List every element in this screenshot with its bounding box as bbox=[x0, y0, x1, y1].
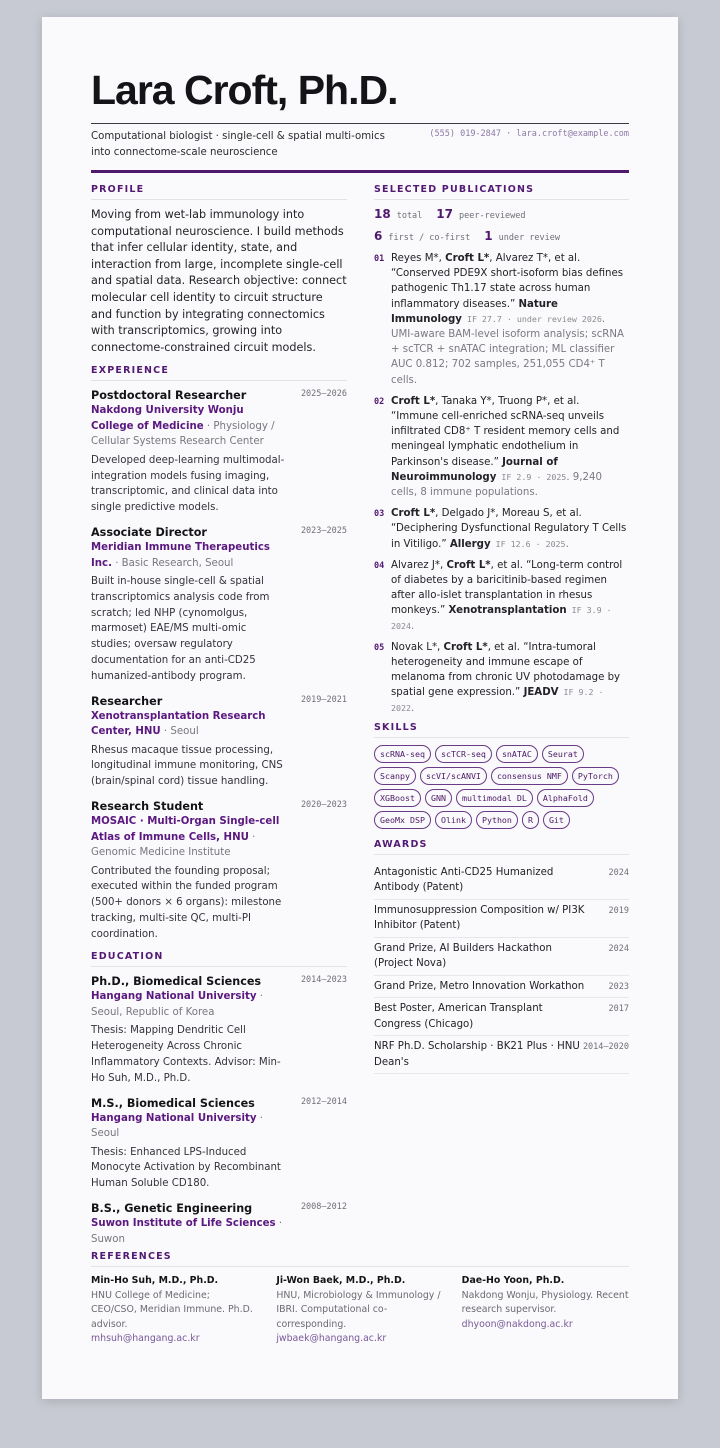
stat-first-label: first / co-first bbox=[388, 233, 471, 243]
publication-item bbox=[374, 506, 629, 552]
education-org-line bbox=[91, 1111, 287, 1142]
publication-citation: , et al. “Long-term control of diabetes by a baricitinib-based regimen after allo-islet transplantation in rhesus monkeys.” bbox=[391, 559, 623, 617]
award-title: Antagonistic Anti-CD25 Humanized Antibody (Patent) bbox=[374, 866, 554, 894]
stat-total-label: total bbox=[396, 211, 423, 221]
skill-chip: multimodal DL bbox=[456, 789, 533, 807]
experience-title: Research Student bbox=[91, 800, 204, 813]
award-date: 2023 bbox=[608, 981, 629, 992]
stat-peer-label: peer-reviewed bbox=[459, 211, 526, 221]
publication-journal: Xenotransplantation bbox=[448, 605, 567, 617]
stat-review-label: under review bbox=[498, 233, 561, 243]
education-date: 2014–2023 bbox=[300, 975, 347, 986]
award-date: 2014–2020 bbox=[582, 1042, 629, 1053]
award-item bbox=[374, 1036, 629, 1074]
experience-title: Associate Director bbox=[91, 526, 207, 540]
education-org-line bbox=[91, 989, 287, 1020]
candidate-name: Lara Croft, Ph.D. bbox=[91, 67, 398, 113]
reference-name: Min-Ho Suh, M.D., Ph.D. bbox=[91, 1275, 219, 1286]
organization: Suwon Institute of Life Sciences bbox=[91, 1218, 276, 1230]
section-title-references: REFERENCES bbox=[91, 1251, 629, 1267]
publication-authors-pre: Novak L*, bbox=[391, 641, 444, 653]
phone: (555) 019-2847 bbox=[429, 129, 502, 139]
section-title-awards: AWARDS bbox=[374, 839, 629, 855]
experience-date: 2019–2021 bbox=[300, 694, 347, 705]
award-item bbox=[374, 998, 629, 1036]
award-item bbox=[374, 976, 629, 999]
separator: · bbox=[506, 129, 517, 139]
publication-citation: , et al. “Intra-tumoral heterogeneity and immune escape of melanoma from chronic UV photodamage by spatial gene expression.” bbox=[391, 641, 621, 699]
education-description: Thesis: Mapping Dendritic Cell Heterogeneity Across Chronic Inflammatory Contexts. Advisor: Min-Ho Suh, M.D., Ph.D. bbox=[91, 1025, 281, 1084]
header-divider bbox=[91, 123, 629, 124]
publication-journal: Allergy bbox=[449, 538, 491, 550]
publication-citation: , Tanaka Y*, Truong P*, et al. “Immune cell-enriched scRNA-seq unveils infiltrated CD8⁺ T resident memory cells and meningeal lymphatic endothelium in Parkinson's disease.” bbox=[391, 395, 620, 468]
references-section bbox=[91, 1251, 629, 1347]
skill-chip: snATAC bbox=[496, 745, 538, 763]
location: · Suwon bbox=[91, 1218, 283, 1245]
reference-email-link[interactable]: jwbaek@hangang.ac.kr bbox=[276, 1333, 387, 1344]
experience-entry bbox=[91, 799, 347, 942]
organization: Xenotransplantation Research Center, HNU bbox=[91, 710, 266, 738]
award-title: Grand Prize, Metro Innovation Workathon bbox=[374, 980, 585, 992]
education-org-line bbox=[91, 1216, 287, 1247]
experience-entry bbox=[91, 388, 347, 516]
award-date: 2017 bbox=[608, 1004, 629, 1015]
publication-item bbox=[374, 640, 629, 716]
skill-chip: GeoMx DSP bbox=[374, 811, 431, 829]
skill-chip: Git bbox=[543, 811, 570, 829]
publication-author-self: Croft L* bbox=[443, 641, 488, 653]
skill-chip: XGBoost bbox=[374, 789, 421, 807]
left-column bbox=[91, 184, 347, 1256]
publication-citation: , Delgado J*, Moreau S, et al. “Deciphering Dysfunctional Regulatory T Cells in Vitiligo.” bbox=[391, 508, 627, 550]
publication-notes: . bbox=[410, 702, 415, 714]
experience-title: Postdoctoral Researcher bbox=[91, 389, 247, 403]
skill-chip: scVI/scANVI bbox=[420, 767, 487, 785]
education-title: B.S., Genetic Engineering bbox=[91, 1202, 253, 1216]
publication-meta: IF 27.7 · under review 2026 bbox=[461, 313, 602, 324]
reference-description: HNU College of Medicine; CEO/CSO, Meridian Immune. Ph.D. advisor. bbox=[91, 1289, 253, 1330]
section-title-education: EDUCATION bbox=[91, 951, 347, 967]
publication-meta: IF 9.2 · 2022 bbox=[391, 687, 604, 713]
reference-name: Dae-Ho Yoon, Ph.D. bbox=[461, 1275, 565, 1286]
reference-email-link[interactable]: mhsuh@hangang.ac.kr bbox=[91, 1333, 200, 1344]
skill-chip: Olink bbox=[435, 811, 472, 829]
education-title: Ph.D., Biomedical Sciences bbox=[91, 975, 262, 989]
reference-card bbox=[462, 1274, 629, 1347]
award-date: 2024 bbox=[608, 943, 629, 954]
location: · Genomic Medicine Institute bbox=[91, 831, 256, 858]
experience-entry bbox=[91, 525, 347, 685]
award-date: 2024 bbox=[608, 867, 629, 878]
skill-chip: GNN bbox=[425, 789, 452, 807]
reference-card bbox=[276, 1274, 443, 1347]
organization: Meridian Immune Therapeutics Inc. bbox=[91, 542, 270, 569]
skill-chip: AlphaFold bbox=[537, 789, 594, 807]
publication-author-self: Croft L* bbox=[391, 395, 436, 407]
publication-stats-2 bbox=[374, 229, 629, 243]
contact-line bbox=[429, 129, 629, 139]
location: · Seoul, Republic of Korea bbox=[91, 991, 263, 1018]
education-list bbox=[91, 974, 347, 1247]
location: · Seoul bbox=[91, 1112, 263, 1140]
publication-number: 02 bbox=[374, 396, 385, 407]
education-title: M.S., Biomedical Sciences bbox=[91, 1096, 255, 1110]
skill-chip: R bbox=[522, 811, 539, 829]
publication-number: 04 bbox=[374, 560, 385, 571]
publication-list bbox=[374, 251, 629, 716]
awards-list bbox=[374, 862, 629, 1075]
skill-chip: PyTorch bbox=[572, 767, 619, 785]
publication-notes: . bbox=[410, 620, 415, 632]
publication-authors-pre: Reyes M*, bbox=[391, 253, 446, 264]
location: · Physiology / Cellular Systems Research Center bbox=[91, 420, 275, 448]
resume-page bbox=[42, 17, 678, 1399]
tagline: Computational biologist · single-cell & spatial multi-omics into connectome-scale neuroscience bbox=[91, 131, 385, 158]
skill-chip: consensus NMF bbox=[491, 767, 568, 785]
publication-author-self: Croft L* bbox=[446, 559, 491, 571]
education-entry bbox=[91, 974, 347, 1086]
education-entry bbox=[91, 1096, 347, 1192]
publication-journal: JEADV bbox=[523, 687, 559, 699]
award-item bbox=[374, 862, 629, 900]
experience-description: Developed deep-learning multimodal-integration models fusing imaging, transcriptomic, and clinical data into single predictive models. bbox=[91, 454, 285, 514]
skill-chip: Scanpy bbox=[374, 767, 416, 785]
award-item bbox=[374, 900, 629, 938]
award-title: Grand Prize, AI Builders Hackathon (Project Nova) bbox=[374, 942, 552, 970]
publication-meta: IF 2.9 · 2025 bbox=[496, 471, 567, 482]
publication-authors-pre: Alvarez J*, bbox=[391, 559, 447, 571]
experience-description: Contributed the founding proposal; executed within the funded program (500+ donors × 6 organs): milestone tracking, multi-site QC, multi-PI coordination. bbox=[91, 865, 282, 940]
education-date: 2008–2012 bbox=[300, 1202, 347, 1213]
publication-number: 05 bbox=[374, 642, 385, 653]
publication-author-self: Croft L* bbox=[391, 508, 436, 520]
location: · Seoul bbox=[160, 726, 199, 738]
award-item bbox=[374, 938, 629, 976]
publication-notes: . bbox=[565, 538, 569, 550]
award-title: NRF Ph.D. Scholarship · BK21 Plus · HNU Dean's bbox=[374, 1041, 580, 1068]
organization: MOSAIC · Multi-Organ Single-cell Atlas of Immune Cells, HNU bbox=[91, 816, 280, 843]
education-description: Thesis: Enhanced LPS-Induced Monocyte Activation by Recombinant Human Soluble CD180. bbox=[91, 1146, 281, 1190]
email-link[interactable]: lara.croft@example.com bbox=[516, 129, 629, 139]
section-title-skills: SKILLS bbox=[374, 722, 629, 738]
experience-org-line bbox=[91, 403, 287, 450]
education-date: 2012–2014 bbox=[300, 1096, 347, 1107]
reference-description: HNU, Microbiology & Immunology / IBRI. Computational co-corresponding. bbox=[276, 1289, 441, 1330]
experience-date: 2020–2023 bbox=[300, 800, 347, 810]
organization: Hangang National University bbox=[91, 1112, 257, 1124]
section-title-profile: PROFILE bbox=[91, 184, 347, 200]
experience-entry bbox=[91, 694, 347, 790]
organization: Nakdong University Wonju College of Medicine bbox=[91, 405, 244, 432]
publication-notes: . UMI-aware BAM-level isoform analysis; scRNA + scTCR + snATAC integration; ML classifier AUC 0.812; 702 samples, 251,055 CD4⁺ T cells. bbox=[391, 313, 624, 386]
publication-notes: . 9,240 cells, 8 immune populations. bbox=[391, 471, 602, 499]
experience-description: Rhesus macaque tissue processing, longitudinal immune monitoring, CNS (brain/spinal cord) tissue handling. bbox=[91, 744, 283, 788]
header-accent-rule bbox=[91, 170, 629, 173]
stat-total: 18 bbox=[374, 207, 391, 221]
experience-org-line bbox=[91, 814, 287, 861]
reference-description: Nakdong Wonju, Physiology. Recent research supervisor. bbox=[461, 1289, 629, 1315]
experience-date: 2025–2026 bbox=[300, 389, 347, 400]
publication-item bbox=[374, 558, 629, 634]
skills-list bbox=[374, 745, 629, 829]
stat-review: 1 bbox=[484, 229, 493, 243]
publication-stats bbox=[374, 207, 629, 221]
profile-text: Moving from wet-lab immunology into computational neuroscience. I build methods that infer cellular identity, state, and interaction from large, incomplete single-cell and spatial data. Research objective: connect molecular cell identity to circuit structure and function by integrating connectomics with transcriptomics, growing into connectome-constrained circuit models. bbox=[91, 208, 347, 354]
skill-chip: Python bbox=[476, 811, 518, 829]
right-column bbox=[374, 184, 629, 1074]
experience-title: Researcher bbox=[91, 694, 163, 708]
skill-chip: scRNA-seq bbox=[374, 745, 431, 763]
reference-card bbox=[91, 1274, 258, 1347]
reference-name: Ji-Won Baek, M.D., Ph.D. bbox=[276, 1275, 406, 1286]
publication-meta: IF 3.9 · 2024 bbox=[391, 605, 612, 631]
skill-chip: scTCR-seq bbox=[435, 745, 492, 763]
experience-org-line bbox=[91, 709, 287, 740]
publication-journal: Journal of Neuroimmunology bbox=[391, 456, 558, 483]
experience-list bbox=[91, 388, 347, 942]
publication-journal: Nature Immunology bbox=[391, 298, 558, 325]
publication-author-self: Croft L* bbox=[445, 253, 490, 264]
publication-number: 01 bbox=[374, 254, 385, 264]
location: · Basic Research, Seoul bbox=[111, 557, 234, 569]
section-title-experience: EXPERIENCE bbox=[91, 365, 347, 381]
references-list bbox=[91, 1274, 629, 1347]
publication-item bbox=[374, 394, 629, 500]
award-date: 2019 bbox=[608, 905, 629, 916]
stat-first: 6 bbox=[374, 229, 383, 243]
publication-meta: IF 12.6 · 2025 bbox=[490, 538, 566, 549]
award-title: Best Poster, American Transplant Congress (Chicago) bbox=[374, 1003, 543, 1030]
reference-email-link[interactable]: dhyoon@nakdong.ac.kr bbox=[461, 1318, 573, 1330]
publication-number: 03 bbox=[374, 509, 385, 520]
experience-org-line bbox=[91, 540, 287, 571]
experience-date: 2023–2025 bbox=[300, 526, 347, 537]
award-title: Immunosuppression Composition w/ PI3K Inhibitor (Patent) bbox=[374, 904, 585, 932]
skill-chip: Seurat bbox=[542, 745, 584, 763]
publication-citation: , Alvarez T*, et al. “Conserved PDE9X short-isoform bias defines pathogenic Th1.17 state across human inflammatory diseases.” bbox=[391, 253, 624, 310]
organization: Hangang National University bbox=[91, 991, 257, 1003]
section-title-publications: SELECTED PUBLICATIONS bbox=[374, 184, 629, 200]
publication-item bbox=[374, 251, 629, 388]
stat-peer: 17 bbox=[436, 207, 453, 221]
experience-description: Built in-house single-cell & spatial transcriptomics analysis code from scratch; led NHP (cynomolgus, marmoset) EAE/MS multi-omic studies; oversaw regulatory documentation for an anti-CD25 humanized-antibody program. bbox=[91, 576, 270, 682]
education-entry bbox=[91, 1201, 347, 1247]
